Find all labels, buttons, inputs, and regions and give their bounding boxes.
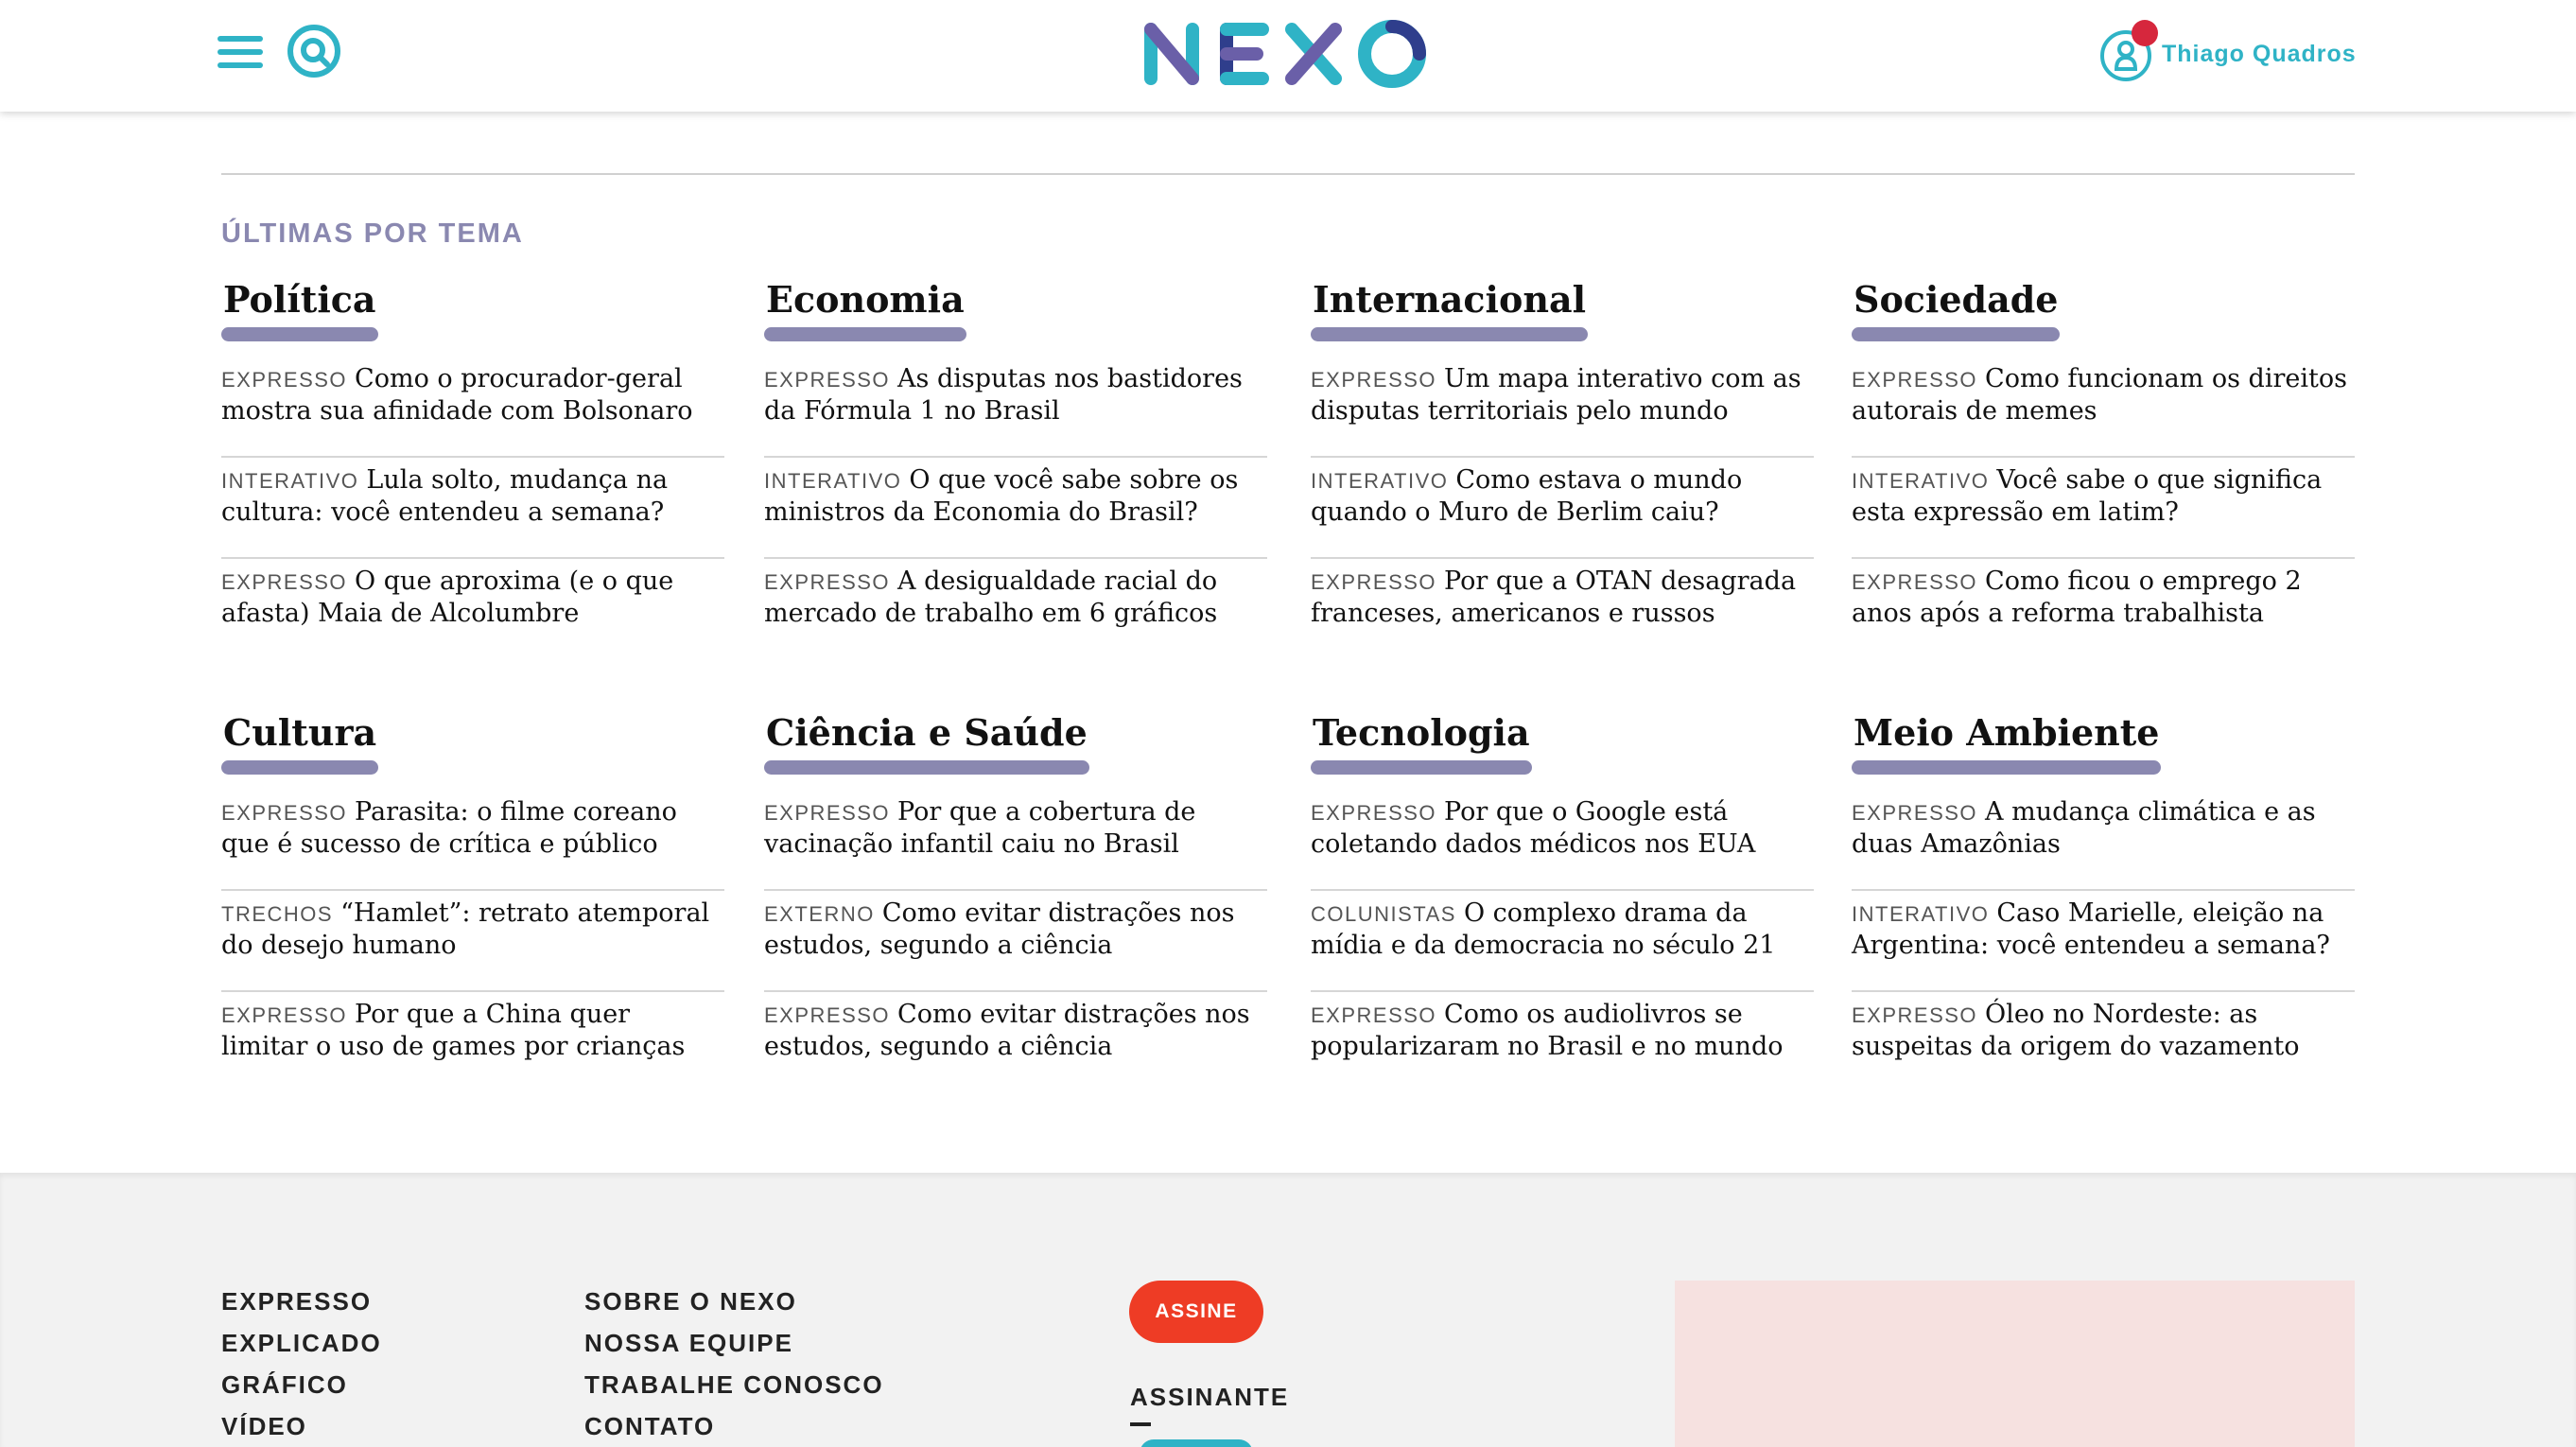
- article-headline: Um mapa interativo com as disputas territoriais pelo mundo: [1311, 364, 1801, 426]
- article-tag: INTERATIVO: [1311, 469, 1449, 493]
- topic-bar: [764, 760, 1089, 775]
- topic-bar: [1311, 327, 1588, 341]
- topic-bar: [1852, 760, 2161, 775]
- article-link[interactable]: [1311, 992, 1814, 1093]
- article-tag: EXPRESSO: [764, 368, 891, 392]
- section-label: ÚLTIMAS POR TEMA: [221, 218, 524, 249]
- topic-politica: [221, 274, 724, 660]
- topic-ciencia-e-saude: [764, 707, 1267, 1093]
- article-headline: Lula solto, mudança na cultura: você entendeu a semana?: [221, 465, 669, 527]
- topic-tecnologia: [1311, 707, 1814, 1093]
- topic-title[interactable]: Internacional: [1313, 278, 1587, 321]
- article-headline: A desigualdade racial do mercado de trabalho em 6 gráficos: [764, 567, 1218, 628]
- article-tag: EXTERNO: [764, 902, 875, 926]
- article-tag: EXPRESSO: [221, 801, 348, 825]
- article-link[interactable]: [1852, 992, 2355, 1093]
- topic-title[interactable]: Sociedade: [1854, 278, 2059, 321]
- article-tag: INTERATIVO: [1852, 902, 1990, 926]
- article-link[interactable]: [764, 790, 1267, 891]
- user-account[interactable]: [2097, 23, 2357, 85]
- divider: [221, 173, 2355, 175]
- article-link[interactable]: [1852, 559, 2355, 660]
- footer-link-contato[interactable]: CONTATO: [584, 1412, 716, 1440]
- article-tag: EXPRESSO: [1311, 1003, 1437, 1027]
- article-headline: Como os audiolivros se popularizaram no Brasil e no mundo: [1311, 1000, 1784, 1061]
- article-tag: EXPRESSO: [221, 570, 348, 594]
- article-link[interactable]: [764, 559, 1267, 660]
- article-headline: “Hamlet”: retrato atemporal do desejo humano: [221, 898, 710, 960]
- topic-title[interactable]: Política: [223, 278, 376, 321]
- search-icon[interactable]: [287, 24, 341, 78]
- article-tag: INTERATIVO: [221, 469, 359, 493]
- article-headline: Como ficou o emprego 2 anos após a reforma trabalhista: [1852, 567, 2302, 628]
- article-link[interactable]: [1311, 790, 1814, 891]
- site-header: [0, 0, 2576, 112]
- article-tag: EXPRESSO: [221, 368, 348, 392]
- article-link[interactable]: [764, 357, 1267, 458]
- article-headline: O complexo drama da mídia e da democracia no século 21: [1311, 898, 1776, 960]
- article-tag: EXPRESSO: [221, 1003, 348, 1027]
- article-link[interactable]: [221, 891, 724, 992]
- article-link[interactable]: [1311, 458, 1814, 559]
- topic-bar: [221, 327, 378, 341]
- article-headline: Caso Marielle, eleição na Argentina: você entendeu a semana?: [1852, 898, 2330, 960]
- topic-sociedade: [1852, 274, 2355, 660]
- topic-bar: [764, 327, 966, 341]
- article-headline: A mudança climática e as duas Amazônias: [1852, 797, 2316, 859]
- article-headline: Como o procurador-geral mostra sua afinidade com Bolsonaro: [221, 364, 693, 426]
- article-tag: INTERATIVO: [1852, 469, 1990, 493]
- article-link[interactable]: [1852, 357, 2355, 458]
- ad-banner[interactable]: [1675, 1281, 2355, 1447]
- subscribe-button[interactable]: ASSINE: [1129, 1281, 1263, 1343]
- footer-institutional-nav: [584, 1281, 884, 1447]
- article-link[interactable]: [1311, 891, 1814, 992]
- article-tag: EXPRESSO: [1852, 368, 1978, 392]
- article-headline: Por que o Google está coletando dados médicos nos EUA: [1311, 797, 1756, 859]
- topic-title[interactable]: Tecnologia: [1313, 711, 1530, 754]
- topic-bar: [1311, 760, 1532, 775]
- article-headline: Óleo no Nordeste: as suspeitas da origem do vazamento: [1852, 1000, 2300, 1061]
- article-link[interactable]: [221, 458, 724, 559]
- topic-economia: [764, 274, 1267, 660]
- article-tag: EXPRESSO: [764, 801, 891, 825]
- article-link[interactable]: [764, 992, 1267, 1093]
- footer-link-equipe[interactable]: NOSSA EQUIPE: [584, 1329, 793, 1357]
- article-link[interactable]: [1852, 891, 2355, 992]
- article-headline: Por que a OTAN desagrada franceses, americanos e russos: [1311, 567, 1797, 628]
- article-tag: EXPRESSO: [1852, 570, 1978, 594]
- topic-title[interactable]: Economia: [766, 278, 965, 321]
- topic-bar: [1852, 327, 2060, 341]
- footer-link-expresso[interactable]: EXPRESSO: [221, 1287, 373, 1316]
- footer-link-trabalhe[interactable]: TRABALHE CONOSCO: [584, 1370, 884, 1399]
- article-headline: As disputas nos bastidores da Fórmula 1 no Brasil: [764, 364, 1243, 426]
- topic-title[interactable]: Meio Ambiente: [1854, 711, 2160, 754]
- article-tag: INTERATIVO: [764, 469, 902, 493]
- subscriber-login-button[interactable]: [1140, 1439, 1253, 1447]
- subscriber-link[interactable]: ASSINANTE: [1130, 1383, 1290, 1411]
- article-link[interactable]: [764, 458, 1267, 559]
- article-tag: EXPRESSO: [1852, 801, 1978, 825]
- footer-link-video[interactable]: VÍDEO: [221, 1412, 307, 1440]
- article-headline: Parasita: o filme coreano que é sucesso de crítica e público: [221, 797, 677, 859]
- article-link[interactable]: [1852, 790, 2355, 891]
- hamburger-menu-icon[interactable]: [218, 34, 263, 70]
- footer-link-explicado[interactable]: EXPLICADO: [221, 1329, 382, 1357]
- site-footer: [0, 1173, 2576, 1447]
- article-link[interactable]: [1311, 357, 1814, 458]
- article-headline: Por que a cobertura de vacinação infantil caiu no Brasil: [764, 797, 1196, 859]
- article-headline: Como funcionam os direitos autorais de memes: [1852, 364, 2347, 426]
- article-headline: Como estava o mundo quando o Muro de Berlim caiu?: [1311, 465, 1743, 527]
- article-headline: O que aproxima (e o que afasta) Maia de Alcolumbre: [221, 567, 674, 628]
- footer-sections-nav: [221, 1281, 382, 1447]
- article-link[interactable]: [221, 992, 724, 1093]
- article-tag: COLUNISTAS: [1311, 902, 1456, 926]
- nexo-logo[interactable]: [1140, 19, 1434, 89]
- article-headline: Como evitar distrações nos estudos, segundo a ciência: [764, 898, 1235, 960]
- article-link[interactable]: [221, 357, 724, 458]
- user-icon: [2097, 26, 2154, 82]
- article-tag: EXPRESSO: [1311, 801, 1437, 825]
- article-headline: O que você sabe sobre os ministros da Economia do Brasil?: [764, 465, 1239, 527]
- topic-bar: [221, 760, 378, 775]
- user-name[interactable]: Thiago Quadros: [2162, 40, 2357, 67]
- article-link[interactable]: [221, 790, 724, 891]
- article-link[interactable]: [764, 891, 1267, 992]
- article-tag: EXPRESSO: [1311, 368, 1437, 392]
- article-tag: EXPRESSO: [1311, 570, 1437, 594]
- article-headline: Você sabe o que significa esta expressão em latim?: [1852, 465, 2323, 527]
- footer-link-grafico[interactable]: GRÁFICO: [221, 1370, 348, 1399]
- divider: [1130, 1422, 1151, 1426]
- article-link[interactable]: [1311, 559, 1814, 660]
- notification-badge: [2132, 20, 2158, 46]
- article-tag: EXPRESSO: [1852, 1003, 1978, 1027]
- article-link[interactable]: [1852, 458, 2355, 559]
- topic-cultura: [221, 707, 724, 1093]
- article-tag: EXPRESSO: [764, 1003, 891, 1027]
- topic-title[interactable]: Cultura: [223, 711, 377, 754]
- article-link[interactable]: [221, 559, 724, 660]
- topic-internacional: [1311, 274, 1814, 660]
- article-headline: Por que a China quer limitar o uso de games por crianças: [221, 1000, 686, 1061]
- topic-title[interactable]: Ciência e Saúde: [766, 711, 1088, 754]
- footer-link-sobre[interactable]: SOBRE O NEXO: [584, 1287, 797, 1316]
- article-headline: Como evitar distrações nos estudos, segundo a ciência: [764, 1000, 1250, 1061]
- topic-meio-ambiente: [1852, 707, 2355, 1093]
- article-tag: TRECHOS: [221, 902, 334, 926]
- article-tag: EXPRESSO: [764, 570, 891, 594]
